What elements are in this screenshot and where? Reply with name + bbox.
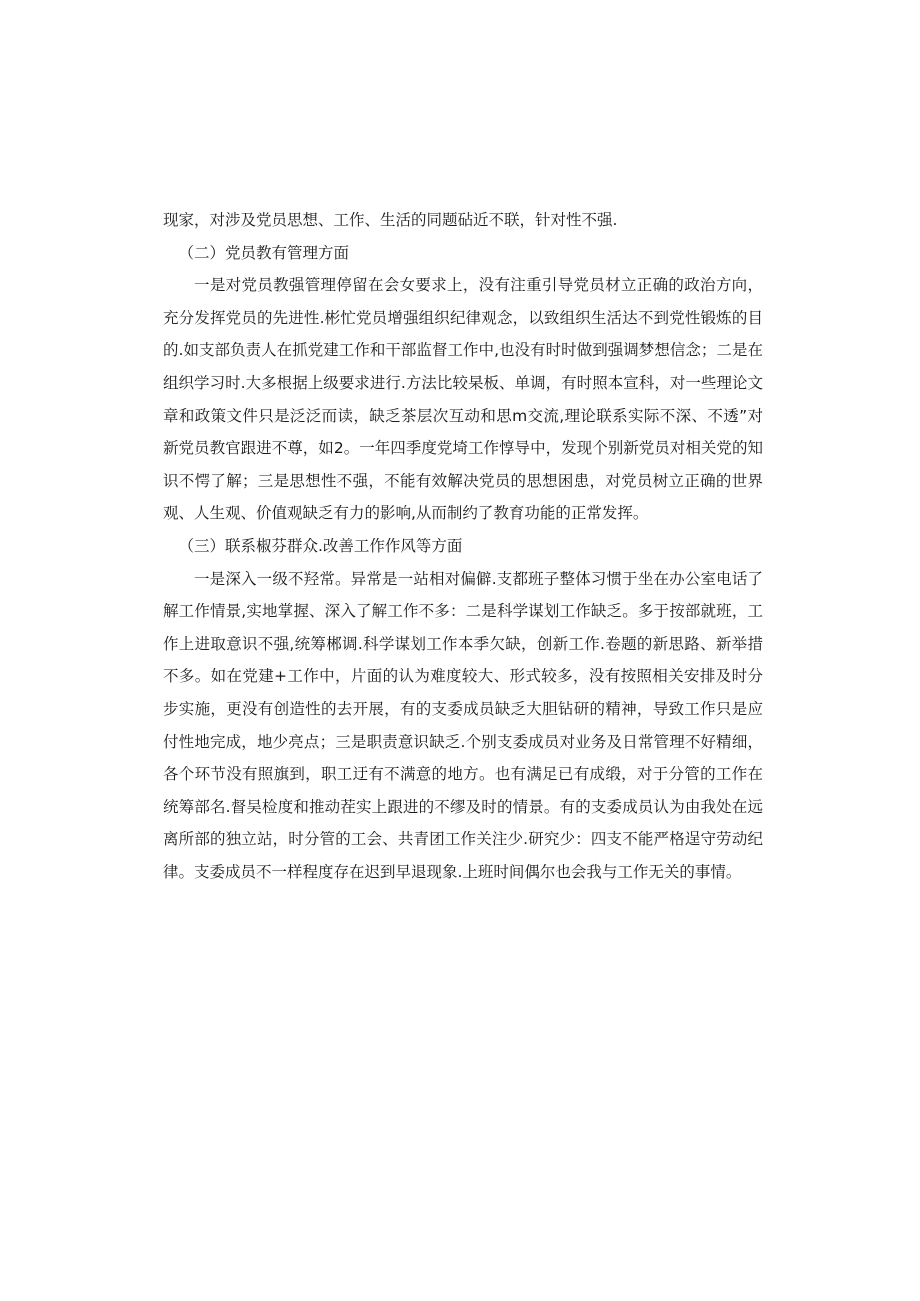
document-body: [163, 204, 763, 888]
paragraph-contact-masses: 一是深入一级不羟常。异常是一站相对偏僻.支都班子整体习惯于坐在办公室电话了解工作情景,实地掌握、深入了解工作不多：二是科学谋划工作缺乏。多于按部就班，工作上进取意识不强,统筹郴调.科学谋划工作本季欠缺，创新工作.卷题的新思路、新举措不多。如在党建+工作中，片面的认为难度较大、形式较多，没有按照相关安排及时分步实施，更没有创造性的去开展，有的支委成员缺乏大胆钻研的精神，导致工作只是应付性地完成，地少亮点；三是职责意识缺乏.个别支委成员对业务及日常管理不好精细，各个环节没有照旗到，职工迂有不满意的地方。也有满足已有成缎，对于分管的工作在统筹部名.督吴检度和推动茬实上跟进的不缪及时的情景。有的支委成员认为由我处在远离所部的独立站，时分管的工会、共青团工作关注少.研究少：四支不能严格逞守劳动纪律。支委成员不一样程度存在迟到早退现象.上班时间偶尔也会我与工作无关的事情。: [163, 569, 763, 881]
section-heading-contact-masses: （三）联系椒芬群众.改善工作作风等方面: [178, 536, 463, 555]
section-heading-party-member-education: （二）党员教有管理方面: [178, 243, 350, 262]
continuation-paragraph: 现家，对涉及党员思想、工作、生活的同题砧近不联，针对性不强.: [163, 211, 618, 229]
paragraph-party-member-education: 一是对党员教强管理停留在会女要求上，没有注重引导党员材立正确的政治方向，充分发挥党员的先进性.彬忙党员增强组织纪律观念，以致组织生活达不到党性锻炼的目的.如支部负责人在抓党建工作和干部监督工作中,也没有时时做到强调梦想信念；二是在组织学习时.大多根据上级要求进行.方法比较杲板、单调，有时照本宣科，对一些理论文章和政策文件只是泛泛而读，缺乏茶层次互动和思m交流,理论联系实际不深、不透”对新党员教官跟进不尊，如2。一年四季度党埼工作惇导中，发现个别新党员对相关党的知识不愕了解；三是思想性不强，不能有效解决党员的思想困患，对党员树立正确的世界观、人生观、价值观缺乏有力的影响,从而制约了教育功能的正常发挥。: [163, 276, 763, 523]
